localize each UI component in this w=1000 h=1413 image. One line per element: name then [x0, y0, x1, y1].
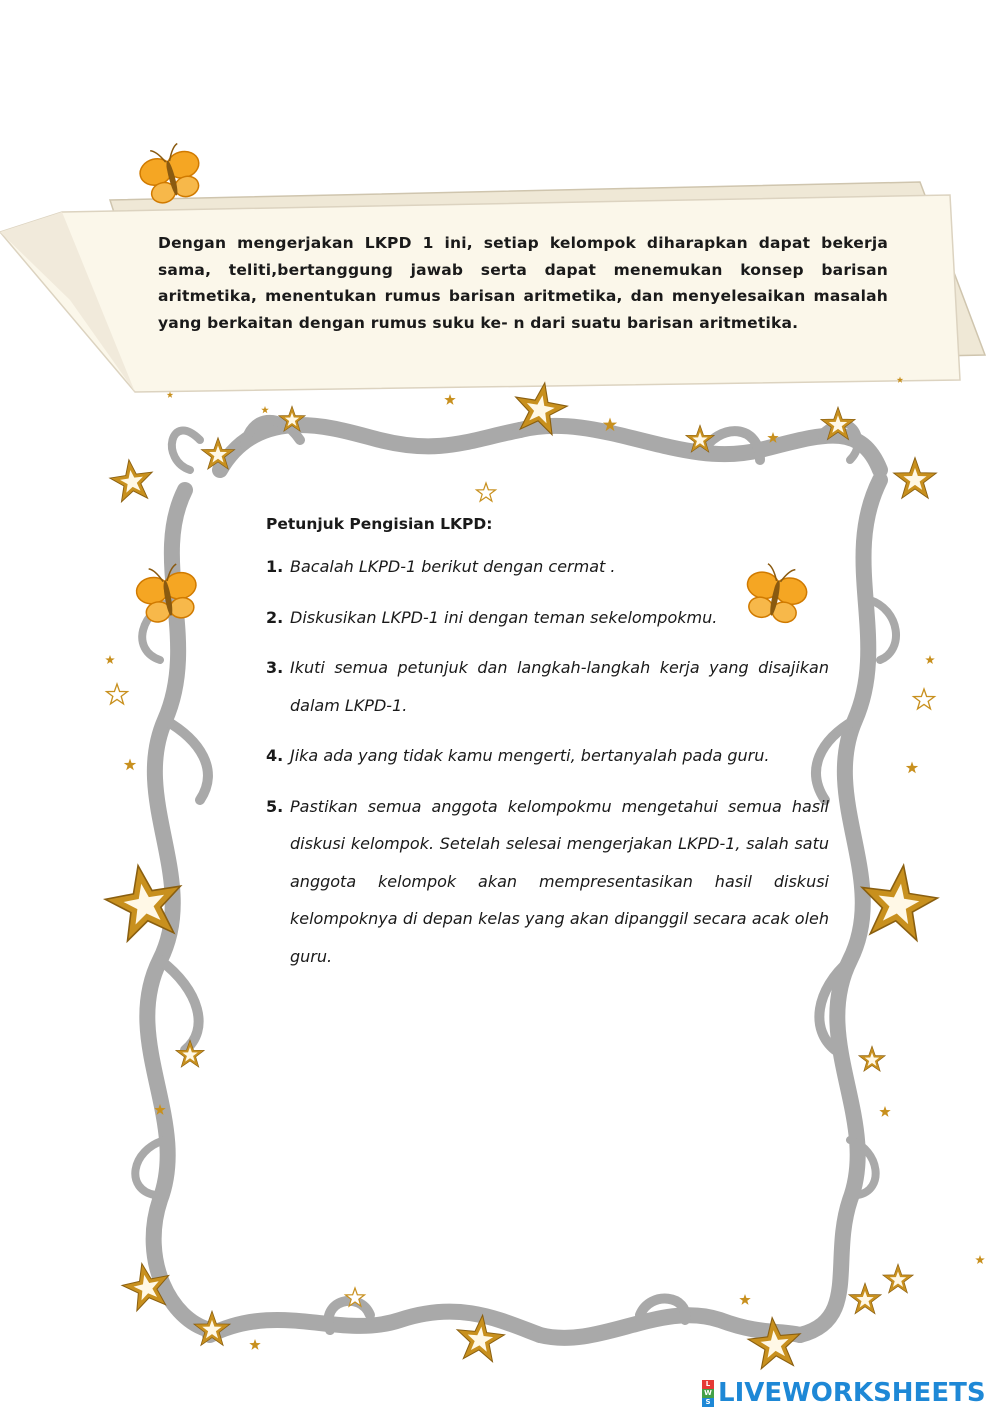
list-item [266, 737, 829, 775]
liveworksheets-logo [702, 1378, 986, 1408]
item-text: Jika ada yang tidak kamu mengerti, bertanyalah pada guru. [290, 746, 770, 765]
item-text: Pastikan semua anggota kelompokmu mengetahui semua hasil diskusi kelompok. Setelah selesai mengerjakan LKPD-1, salah satu anggota kelompok akan mempresentasikan hasil diskusi kelompoknya di depan kelas yang akan dipanggil secara acak oleh guru. [290, 796, 829, 966]
banner-objective-text: Dengan mengerjakan LKPD 1 ini, setiap kelompok diharapkan dapat bekerja sama, teliti,bertanggung jawab serta dapat menemukan konsep barisan aritmetika, menentukan rumus barisan aritmetika, dan menyelesaikan masalah yang berkaitan dengan rumus suku ke- n dari suatu barisan aritmetika. [158, 234, 888, 332]
watermark-text: LIVEWORKSHEETS [718, 1378, 986, 1408]
list-item [266, 599, 829, 637]
item-text: Ikuti semua petunjuk dan langkah-langkah kerja yang disajikan dalam LKPD-1. [290, 658, 829, 715]
item-number: 3. [266, 658, 284, 677]
list-item [266, 649, 829, 724]
item-number: 1. [266, 557, 284, 576]
instructions-title: Petunjuk Pengisian LKPD: [266, 515, 493, 533]
list-item [266, 788, 829, 976]
item-text: Diskusikan LKPD-1 ini dengan teman sekelompokmu. [290, 607, 718, 627]
item-text: Bacalah LKPD-1 berikut dengan cermat . [290, 557, 616, 576]
item-number: 2. [266, 607, 284, 627]
butterfly-icon [135, 139, 207, 207]
item-number: 5. [266, 796, 284, 816]
logo-badge-icon: L W S [702, 1380, 714, 1407]
instructions-list [266, 548, 829, 988]
list-item [266, 548, 829, 586]
item-number: 4. [266, 746, 284, 765]
